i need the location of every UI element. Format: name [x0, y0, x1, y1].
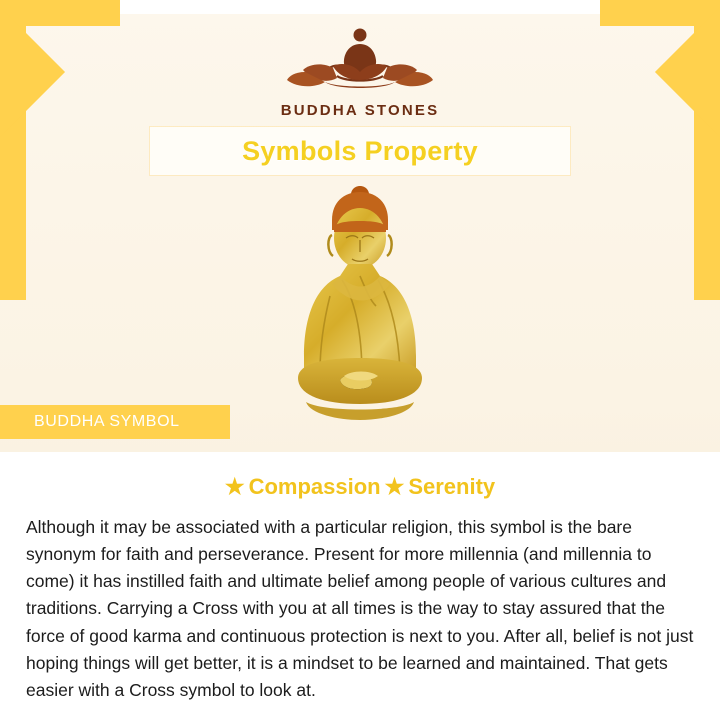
- hero-image: [0, 180, 720, 440]
- brand-logo: [0, 18, 720, 119]
- symbol-tag-label: BUDDHA SYMBOL: [34, 413, 180, 430]
- top-white-strip: [26, 0, 694, 14]
- page-title: Symbols Property: [242, 135, 478, 166]
- attribute-serenity: Serenity: [408, 474, 496, 499]
- attributes-heading: [26, 474, 694, 500]
- seated-buddha-statue-icon: [270, 180, 450, 435]
- description-panel: [0, 452, 720, 720]
- symbol-tag: [0, 405, 230, 439]
- brand-name: BUDDHA STONES: [280, 102, 440, 119]
- attribute-compassion: Compassion: [248, 474, 381, 499]
- title-banner: [150, 127, 570, 175]
- lotus-meditation-icon: [285, 18, 435, 98]
- description-paragraph: Although it may be associated with a particular religion, this symbol is the bare synonym for faith and perseverance. Present for more millennia (and millennia to come) it has instilled faith and ultimate belief among people of various cultures and traditions. Carrying a Cross with you at all times is the way to stay assured that the force of good karma and continuous protection is next to you. After all, belief is not just hoping things will get better, it is a mindset to be learned and maintained. That gets easier with a Cross symbol to look at.: [26, 517, 694, 700]
- star-icon-right: ★: [384, 474, 405, 499]
- star-icon-left: ★: [224, 474, 245, 499]
